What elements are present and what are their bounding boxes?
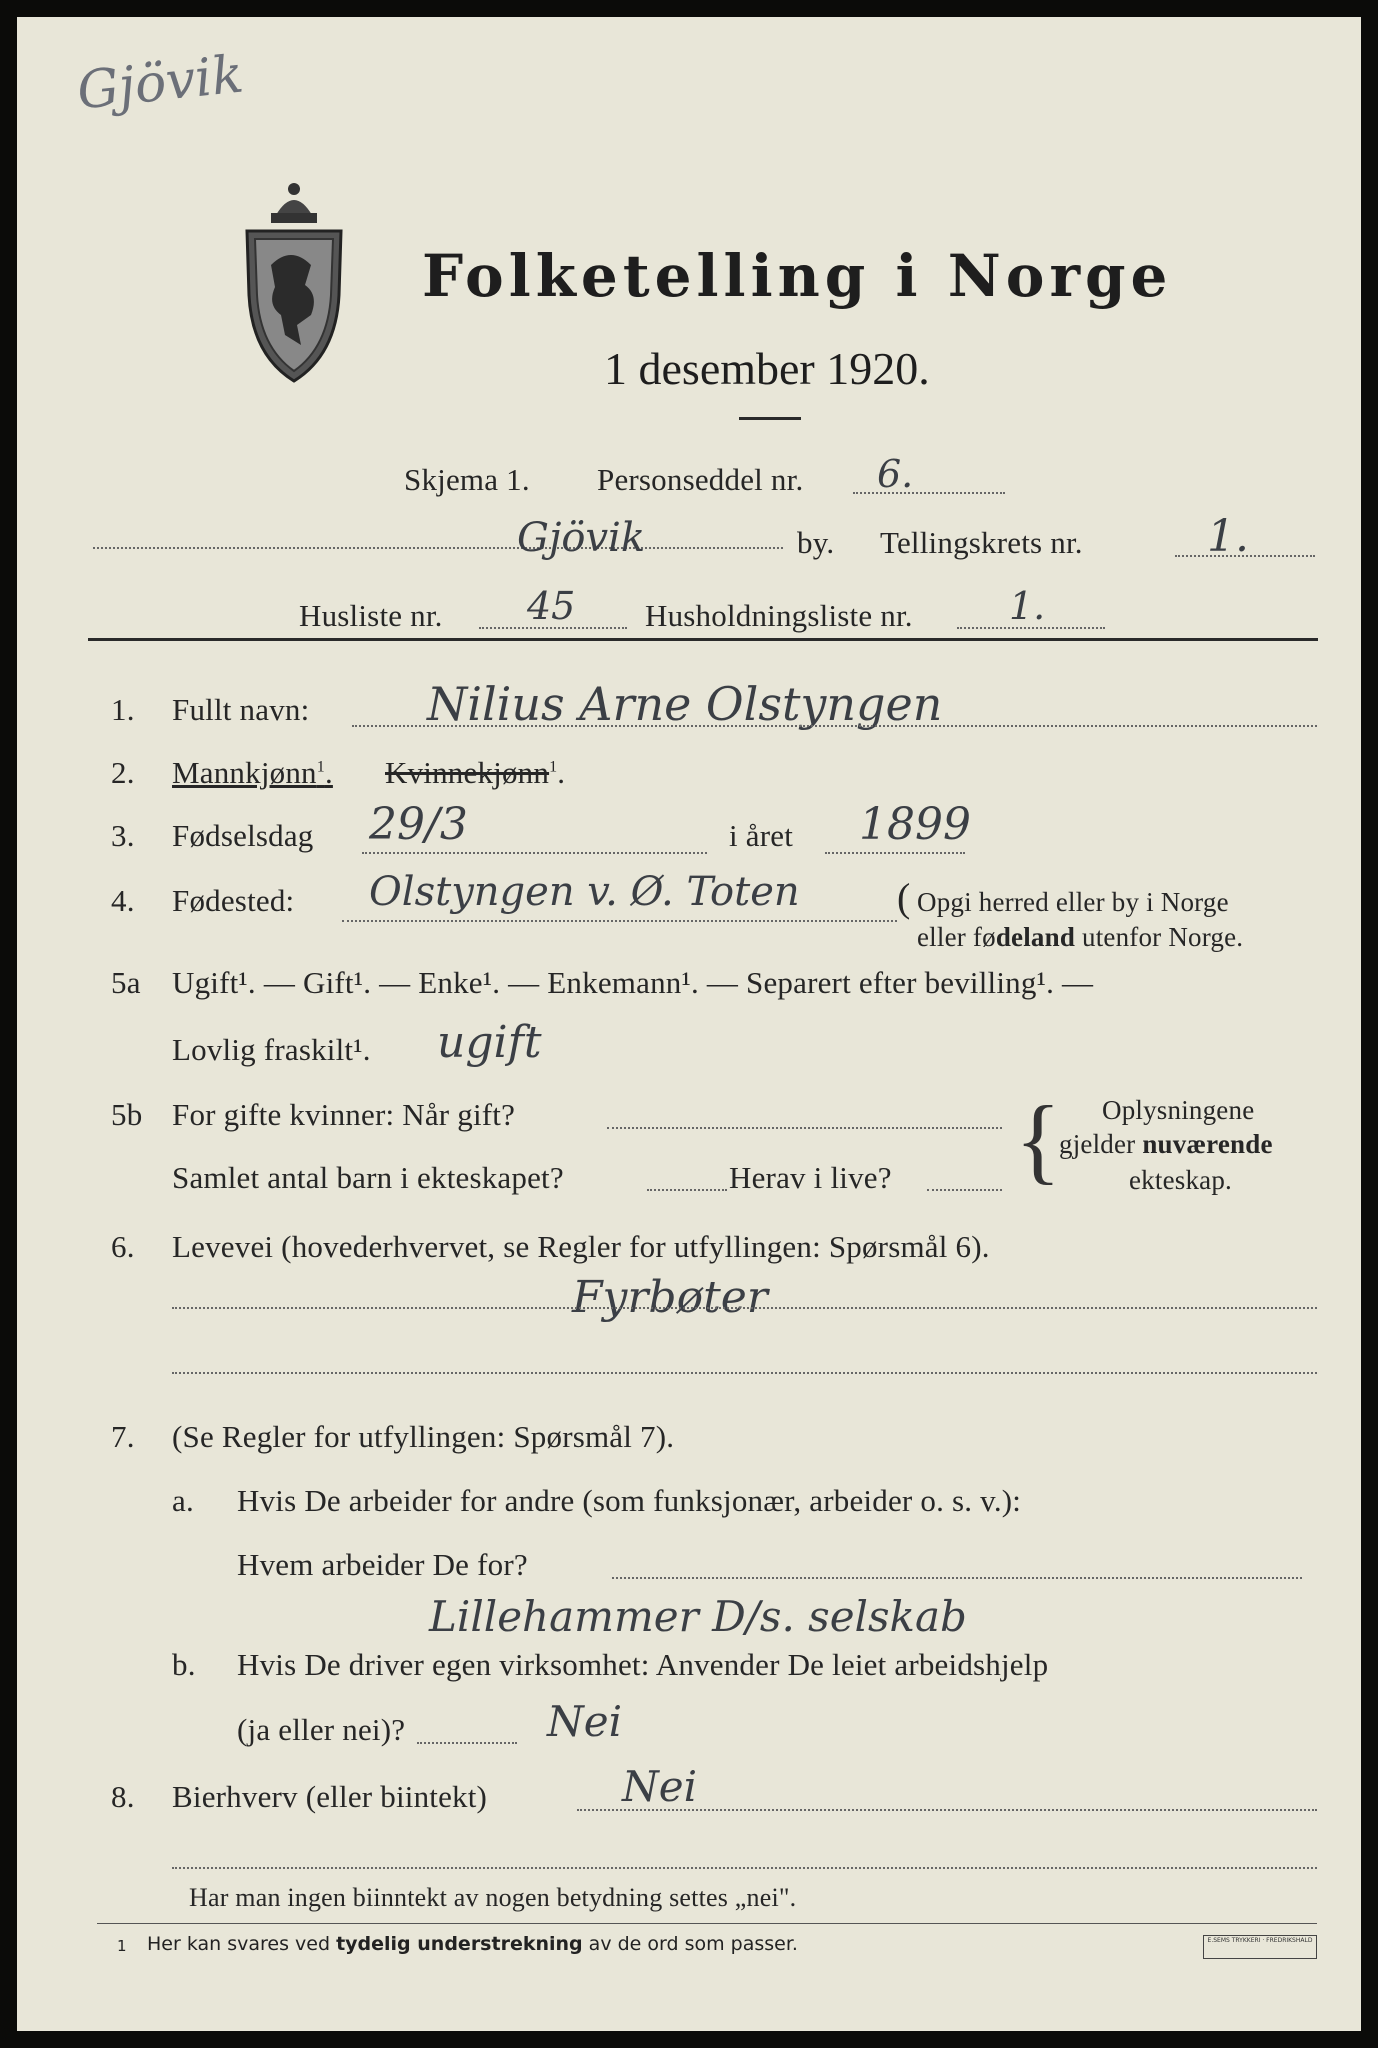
q1-dotted-line (352, 725, 1317, 727)
q3-birthday-value: 29/3 (369, 799, 468, 850)
tellingskrets-dotted-line (1175, 555, 1315, 557)
q8-dotted-line-2 (172, 1867, 1317, 1869)
q5a-fraskilt-label: Lovlig fraskilt¹. (172, 1032, 371, 1067)
q7b-dotted-line (417, 1742, 517, 1744)
census-date: 1 desember 1920. (604, 343, 930, 394)
q2-kvinne-option: Kvinnekjønn$^1$. (385, 755, 566, 790)
footnote-number: 1 (117, 1937, 127, 1955)
q5a-marital-value: ugift (437, 1017, 542, 1068)
q7-number: 7. (111, 1419, 135, 1454)
q6-number: 6. (111, 1229, 135, 1264)
husliste-label: Husliste nr. (299, 598, 443, 633)
husholdning-value: 1. (1009, 584, 1046, 628)
form-title: Folketelling i Norge (422, 242, 1173, 310)
q7b-line1: Hvis De driver egen virksomhet: Anvender De leiet arbeidshjelp (237, 1647, 1049, 1682)
husliste-value: 45 (527, 584, 576, 628)
q7b-line2: (ja eller nei)? (237, 1712, 406, 1747)
q4-number: 4. (111, 883, 135, 918)
biintekt-note: Har man ingen biinntekt av nogen betydning settes „nei". (189, 1883, 797, 1912)
q4-note-line1: Opgi herred eller by i Norge (917, 887, 1229, 917)
q1-label: Fullt navn: (172, 692, 310, 727)
q5b-brace: { (1015, 1086, 1062, 1193)
city-dotted-line (93, 547, 783, 549)
q6-dotted-line-2 (172, 1372, 1317, 1374)
q8-number: 8. (111, 1779, 135, 1814)
husholdning-label: Husholdningsliste nr. (645, 598, 913, 633)
q3-year-value: 1899 (859, 799, 971, 850)
q5b-ilive-dotted-line (927, 1189, 1002, 1191)
q3-day-dotted-line (362, 852, 707, 854)
q5b-barn-label: Samlet antal barn i ekteskapet? (172, 1160, 564, 1195)
q7b-answer-value: Nei (547, 1697, 623, 1746)
q6-label: Levevei (hovederhvervet, se Regler for utfyllingen: Spørsmål 6). (172, 1229, 990, 1264)
header-divider (88, 638, 1318, 641)
q4-label: Fødested: (172, 883, 295, 918)
norway-coat-of-arms-icon (241, 175, 347, 387)
q7-label: (Se Regler for utfyllingen: Spørsmål 7). (172, 1419, 675, 1454)
q3-year-dotted-line (825, 852, 965, 854)
q7a-line1: Hvis De arbeider for andre (som funksjonær, arbeider o. s. v.): (237, 1483, 1022, 1518)
q5a-options: Ugift¹. — Gift¹. — Enke¹. — Enkemann¹. — Separert efter bevilling¹. — (172, 965, 1094, 1000)
q2-mann-option: Mannkjønn$^1$. (172, 755, 333, 790)
title-divider (739, 417, 801, 420)
q8-label: Bierhverv (eller biintekt) (172, 1779, 488, 1814)
q1-fullname-value: Nilius Arne Olstyngen (427, 677, 943, 731)
personseddel-label: Personseddel nr. (597, 462, 804, 497)
city-value: Gjövik (517, 515, 646, 561)
q5b-number: 5b (111, 1097, 143, 1132)
q4-birthplace-value: Olstyngen v. Ø. Toten (369, 869, 800, 915)
q4-bracket: ( (897, 875, 911, 920)
q5b-line1: For gifte kvinner: Når gift? (172, 1097, 516, 1132)
q6-dotted-line-1 (172, 1307, 1317, 1309)
q7a-dotted-line (612, 1577, 1302, 1579)
q5b-note-line1: Oplysningene (1102, 1095, 1255, 1125)
q4-note-line2: eller fødeland utenfor Norge. (917, 922, 1244, 952)
personseddel-value: 6. (877, 452, 914, 496)
footnote-divider (97, 1923, 1317, 1924)
q5b-gift-dotted-line (607, 1127, 1002, 1129)
by-label: by. (797, 525, 835, 560)
skjema-label: Skjema 1. (404, 462, 530, 497)
q8-answer-value: Nei (622, 1762, 698, 1811)
q5b-barn-dotted-line (647, 1189, 727, 1191)
q7a-employer-value: Lillehammer D/s. selskab (429, 1592, 967, 1641)
q7a-letter: a. (172, 1483, 194, 1518)
q5b-note-line3: ekteskap. (1129, 1165, 1233, 1195)
q5a-number: 5a (111, 965, 141, 1000)
q7a-line2: Hvem arbeider De for? (237, 1547, 528, 1582)
footnote-text: Her kan svares ved tydelig understrekning av de ord som passer. (147, 1933, 798, 1955)
q1-number: 1. (111, 692, 135, 727)
q8-dotted-line-1 (577, 1809, 1317, 1811)
q4-dotted-line (342, 920, 897, 922)
tellingskrets-value: 1. (1207, 511, 1249, 562)
q6-occupation-value: Fyrbøter (572, 1272, 768, 1323)
tellingskrets-label: Tellingskrets nr. (880, 525, 1083, 560)
printer-stamp: E.SEMS TRYKKERI · FREDRIKSHALD (1203, 1935, 1317, 1959)
census-form-page (17, 17, 1361, 2031)
q3-number: 3. (111, 818, 135, 853)
q5b-ilive-label: Herav i live? (729, 1160, 892, 1195)
q3-year-label: i året (729, 818, 794, 853)
personseddel-dotted-line (853, 492, 1005, 494)
q7b-letter: b. (172, 1647, 196, 1682)
husholdning-dotted-line (957, 627, 1105, 629)
husliste-dotted-line (479, 627, 627, 629)
corner-handwritten-note: Gjövik (74, 44, 247, 122)
q3-label: Fødselsdag (172, 818, 314, 853)
q5b-note-line2: gjelder nuværende (1059, 1129, 1273, 1159)
q2-number: 2. (111, 755, 135, 790)
